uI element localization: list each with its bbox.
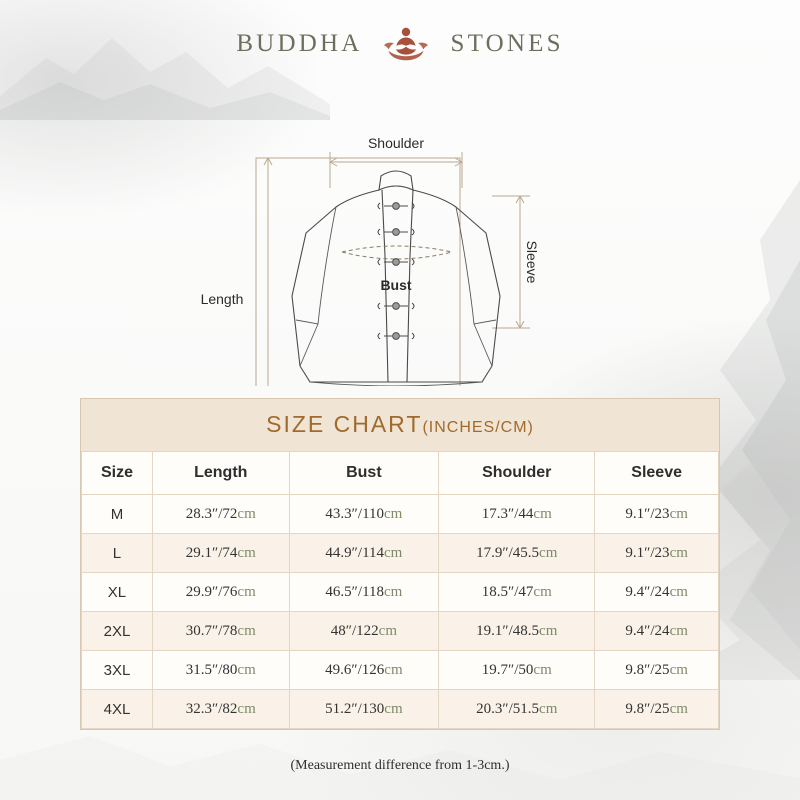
cell-size: XL bbox=[82, 573, 153, 612]
cell-length bbox=[152, 573, 289, 612]
value-unit: cm bbox=[669, 505, 688, 522]
table-row bbox=[82, 573, 719, 612]
value-unit: cm bbox=[669, 583, 688, 600]
column-header-bust: Bust bbox=[289, 452, 439, 495]
value-inches: 44.9″/114 bbox=[325, 544, 385, 561]
garment-measurement-illustration bbox=[0, 66, 800, 386]
value-inches: 20.3″/51.5 bbox=[476, 700, 540, 717]
column-header-length: Length bbox=[152, 452, 289, 495]
value-inches: 17.3″/44 bbox=[481, 505, 534, 522]
cell-length bbox=[152, 690, 289, 729]
value-unit: cm bbox=[384, 583, 403, 600]
value-inches: 30.7″/78 bbox=[185, 622, 238, 639]
table-row bbox=[82, 651, 719, 690]
frog-button bbox=[378, 203, 414, 210]
value-inches: 18.5″/47 bbox=[481, 583, 534, 600]
value-unit: cm bbox=[237, 622, 256, 639]
value-inches: 51.2″/130 bbox=[325, 700, 385, 717]
cell-length bbox=[152, 612, 289, 651]
column-header-sleeve: Sleeve bbox=[595, 452, 719, 495]
brand-header bbox=[0, 0, 800, 66]
table-header-row bbox=[82, 452, 719, 495]
cell-size: M bbox=[82, 495, 153, 534]
label-shoulder: Shoulder bbox=[367, 135, 425, 151]
value-inches: 46.5″/118 bbox=[325, 583, 385, 600]
cell-length bbox=[152, 534, 289, 573]
value-unit: cm bbox=[237, 544, 256, 561]
size-chart-title-main: SIZE CHART bbox=[266, 411, 423, 437]
value-inches: 9.1″/23 bbox=[625, 544, 670, 561]
value-unit: cm bbox=[237, 661, 256, 678]
cell-bust bbox=[289, 495, 439, 534]
value-inches: 9.8″/25 bbox=[625, 700, 670, 717]
cell-size: 2XL bbox=[82, 612, 153, 651]
value-unit: cm bbox=[533, 661, 552, 678]
cell-bust bbox=[289, 651, 439, 690]
cell-shoulder bbox=[439, 573, 595, 612]
column-header-shoulder: Shoulder bbox=[439, 452, 595, 495]
value-unit: cm bbox=[669, 661, 688, 678]
cell-bust bbox=[289, 534, 439, 573]
value-inches: 49.6″/126 bbox=[325, 661, 385, 678]
value-inches: 17.9″/45.5 bbox=[476, 544, 540, 561]
cell-length bbox=[152, 495, 289, 534]
value-inches: 9.4″/24 bbox=[625, 622, 670, 639]
value-unit: cm bbox=[384, 505, 403, 522]
cell-length bbox=[152, 651, 289, 690]
label-length: Length bbox=[200, 291, 244, 307]
column-header-size: Size bbox=[82, 452, 153, 495]
cell-bust bbox=[289, 573, 439, 612]
measurement-note: (Measurement difference from 1-3cm.) bbox=[290, 758, 510, 773]
table-row bbox=[82, 612, 719, 651]
size-chart-table-container bbox=[80, 398, 720, 730]
cell-shoulder bbox=[439, 612, 595, 651]
table-row bbox=[82, 495, 719, 534]
value-unit: cm bbox=[384, 700, 403, 717]
value-inches: 9.4″/24 bbox=[625, 583, 670, 600]
value-unit: cm bbox=[539, 622, 558, 639]
cell-shoulder bbox=[439, 534, 595, 573]
cell-shoulder bbox=[439, 651, 595, 690]
size-chart-table bbox=[81, 451, 719, 729]
value-inches: 9.1″/23 bbox=[625, 505, 670, 522]
value-unit: cm bbox=[669, 700, 688, 717]
cell-sleeve bbox=[595, 534, 719, 573]
value-inches: 43.3″/110 bbox=[325, 505, 385, 522]
label-bust: Bust bbox=[380, 277, 412, 293]
value-inches: 32.3″/82 bbox=[185, 700, 238, 717]
value-unit: cm bbox=[533, 583, 552, 600]
value-inches: 19.1″/48.5 bbox=[476, 622, 540, 639]
value-unit: cm bbox=[669, 622, 688, 639]
value-inches: 9.8″/25 bbox=[625, 661, 670, 678]
garment-diagram bbox=[0, 66, 800, 386]
value-inches: 19.7″/50 bbox=[481, 661, 534, 678]
value-unit: cm bbox=[539, 544, 558, 561]
table-row bbox=[82, 534, 719, 573]
label-sleeve: Sleeve bbox=[524, 240, 540, 284]
cell-sleeve bbox=[595, 573, 719, 612]
value-unit: cm bbox=[669, 544, 688, 561]
size-chart-title bbox=[81, 399, 719, 451]
value-unit: cm bbox=[237, 700, 256, 717]
value-inches: 48″/122 bbox=[330, 622, 379, 639]
value-unit: cm bbox=[384, 661, 403, 678]
cell-bust bbox=[289, 612, 439, 651]
cell-size: 3XL bbox=[82, 651, 153, 690]
lotus-meditation-icon bbox=[376, 23, 436, 65]
value-inches: 29.9″/76 bbox=[185, 583, 238, 600]
cell-size: 4XL bbox=[82, 690, 153, 729]
brand-word-right: STONES bbox=[450, 30, 564, 57]
brand-word-left: BUDDHA bbox=[236, 30, 363, 57]
size-chart-title-sub: (INCHES/CM) bbox=[422, 419, 534, 436]
cell-bust bbox=[289, 690, 439, 729]
cell-sleeve bbox=[595, 690, 719, 729]
value-unit: cm bbox=[384, 544, 403, 561]
frog-button bbox=[378, 259, 414, 266]
cell-size: L bbox=[82, 534, 153, 573]
cell-sleeve bbox=[595, 495, 719, 534]
value-inches: 31.5″/80 bbox=[185, 661, 238, 678]
value-unit: cm bbox=[237, 583, 256, 600]
cell-shoulder bbox=[439, 495, 595, 534]
value-unit: cm bbox=[539, 700, 558, 717]
cell-sleeve bbox=[595, 612, 719, 651]
value-unit: cm bbox=[533, 505, 552, 522]
value-inches: 29.1″/74 bbox=[185, 544, 238, 561]
cell-sleeve bbox=[595, 651, 719, 690]
value-unit: cm bbox=[378, 622, 397, 639]
table-row bbox=[82, 690, 719, 729]
cell-shoulder bbox=[439, 690, 595, 729]
value-inches: 28.3″/72 bbox=[185, 505, 238, 522]
value-unit: cm bbox=[237, 505, 256, 522]
